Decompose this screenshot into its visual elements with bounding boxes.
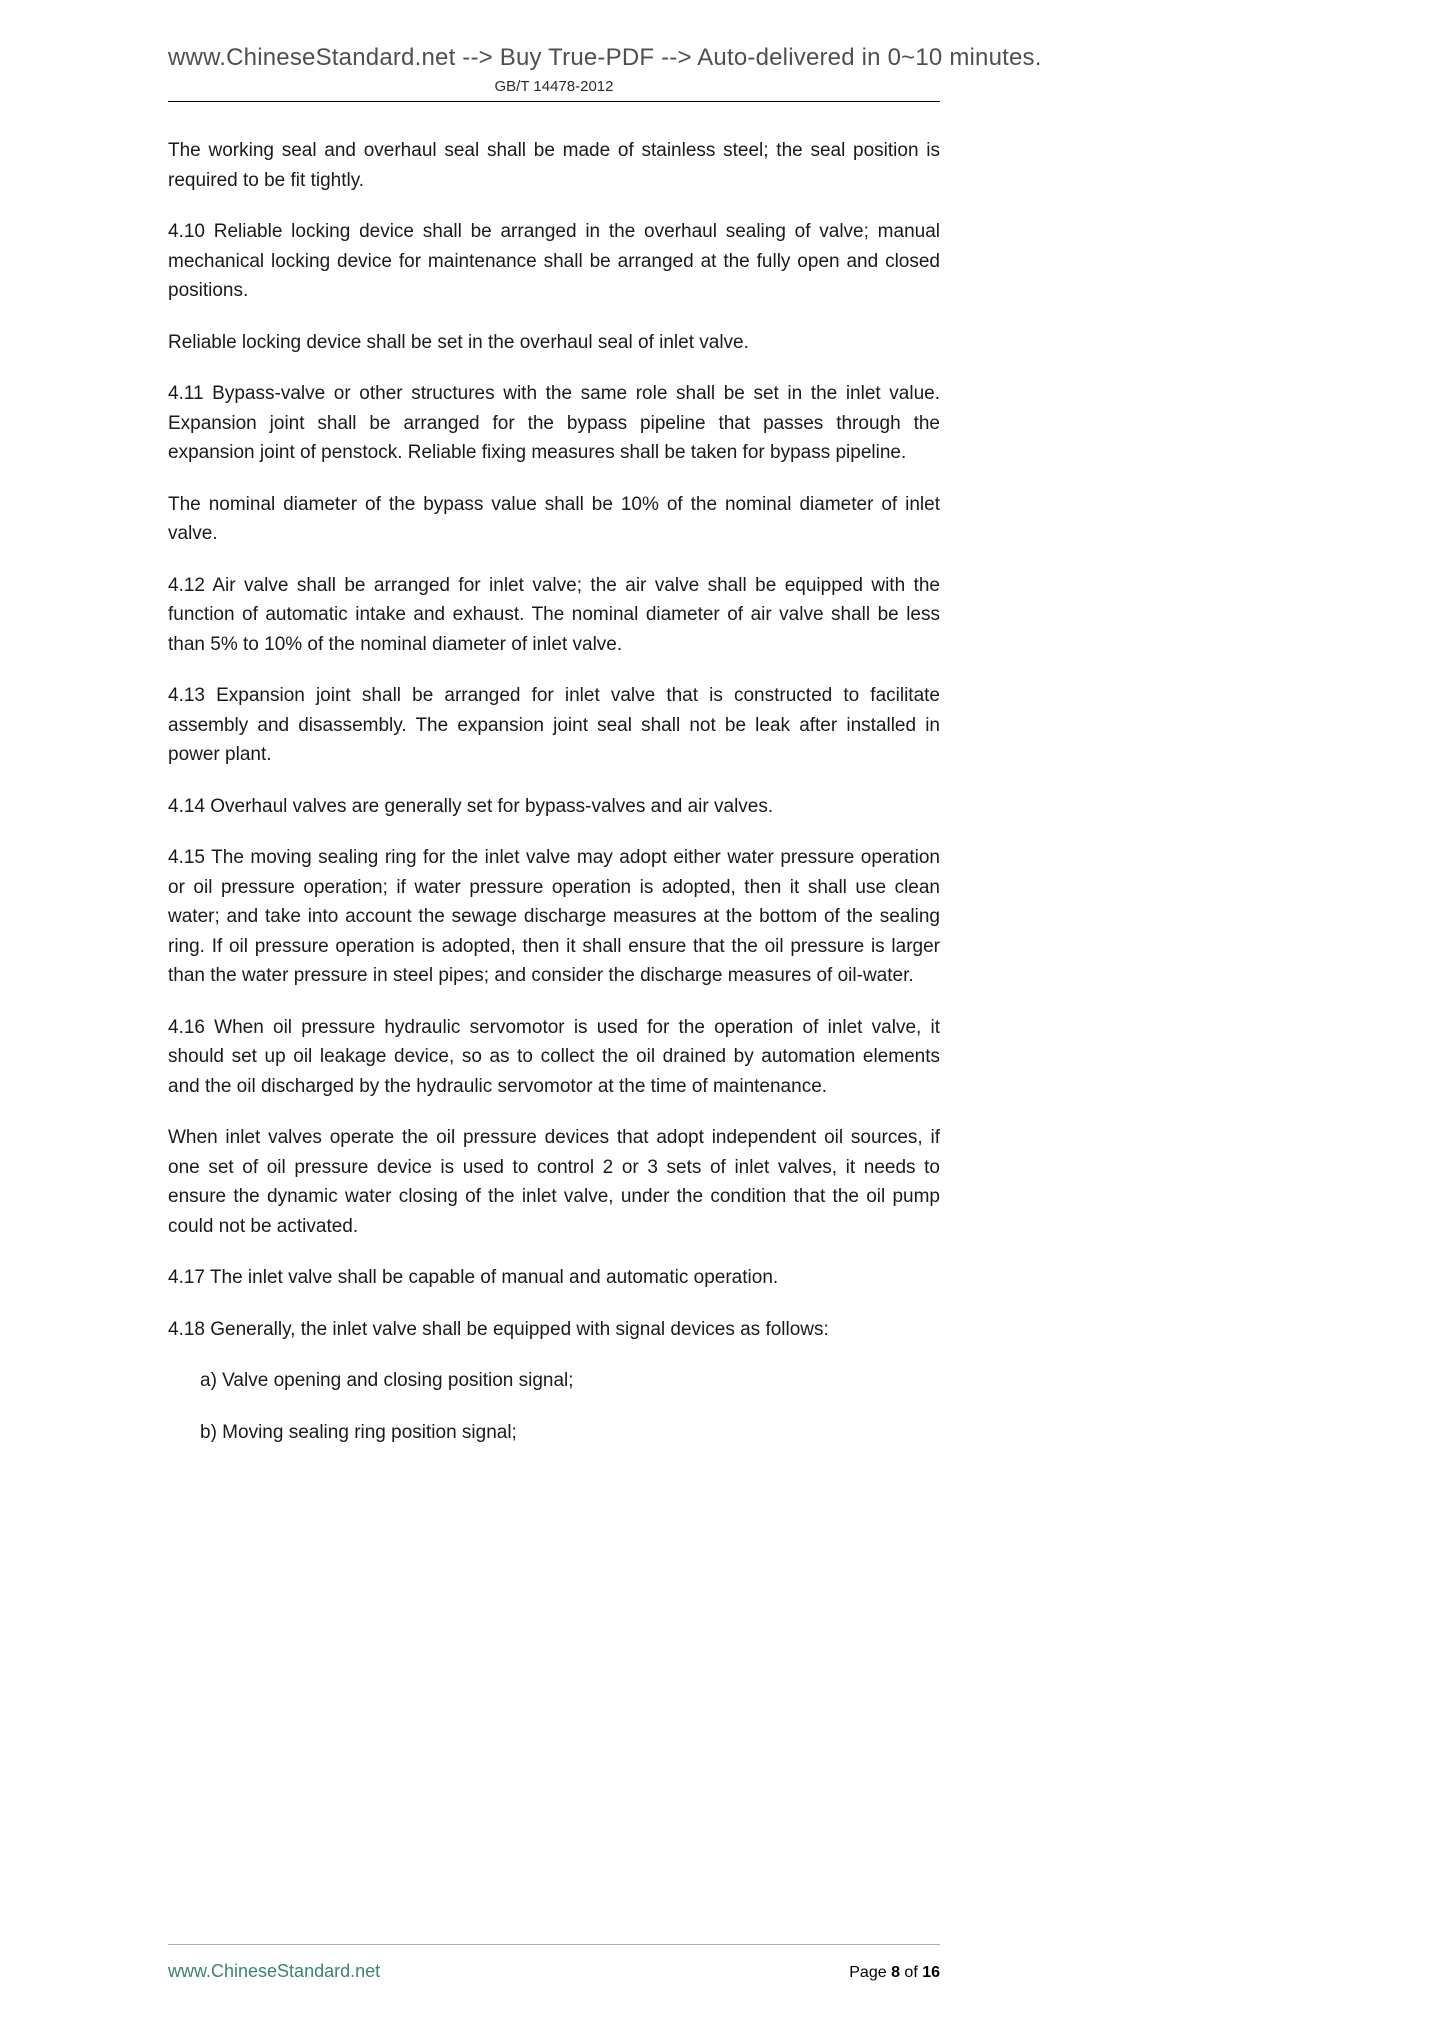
paragraph: 4.13 Expansion joint shall be arranged for inlet valve that is constructed to facilitate assembly and disassembly. The expansion joint seal shall not be leak after installed in power plant. [168,685,940,765]
document-number: GB/T 14478-2012 [494,78,614,95]
paragraph: 4.16 When oil pressure hydraulic servomotor is used for the operation of inlet valve, it should set up oil leakage device, so as to collect the oil drained by automation elements and the oil discharged by the hydraulic servomotor at the time of maintenance. [168,1016,940,1097]
paragraph: 4.11 Bypass-valve or other structures with the same role shall be set in the inlet value. Expansion joint shall be arranged for the bypass pipeline that passes through the expansion joint of penstock. Reliable fixing measures shall be taken for bypass pipeline. [168,383,940,463]
paragraph: The working seal and overhaul seal shall be made of stainless steel; the seal position is required to be fit tightly. [168,140,940,191]
paragraph: 4.14 Overhaul valves are generally set for bypass-valves and air valves. [168,795,774,817]
list-item: b) Moving sealing ring position signal; [200,1421,517,1443]
page-content [168,44,1042,1469]
page-word: Page [849,1964,892,1981]
footer-site-link[interactable]: www.ChineseStandard.net [168,1961,381,1981]
paragraph: 4.17 The inlet valve shall be capable of manual and automatic operation. [168,1267,779,1288]
paragraph: When inlet valves operate the oil pressure devices that adopt independent oil sources, if one set of oil pressure device is used to control 2 or 3 sets of inlet valves, it needs to ensure the dynamic water closing of the inlet valve, under the condition that the oil pump could not be activated. [168,1127,940,1237]
paragraph: 4.15 The moving sealing ring for the inlet valve may adopt either water pressure operation or oil pressure operation; if water pressure operation is adopted, then it shall use clean water; and take into account the sewage discharge measures at the bottom of the sealing ring. If oil pressure operation is adopted, then it shall ensure that the oil pressure is larger than the water pressure in steel pipes; and consider the discharge measures of oil-water. [168,847,940,986]
page-footer [168,1944,940,1982]
paragraph: 4.18 Generally, the inlet valve shall be equipped with signal devices as follows: [168,1318,829,1340]
footer-divider [168,1944,940,1945]
paragraph: 4.10 Reliable locking device shall be arranged in the overhaul sealing of valve; manual mechanical locking device for maintenance shall be arranged at the fully open and closed positions. [168,221,940,301]
header-banner: www.ChineseStandard.net --> Buy True-PDF --> Auto-delivered in 0~10 minutes. [168,44,1042,71]
list-item: a) Valve opening and closing position signal; [200,1370,574,1391]
current-page-number: 8 [891,1964,900,1981]
header-divider [168,101,940,102]
paragraph: 4.12 Air valve shall be arranged for inlet valve; the air valve shall be equipped with the function of automatic intake and exhaust. The nominal diameter of air valve shall be less than 5% to 10% of the nominal diameter of inlet valve. [168,574,940,655]
total-page-number: 16 [922,1964,940,1981]
of-word: of [899,1964,923,1981]
page-indicator [849,1964,940,1982]
paragraph: The nominal diameter of the bypass value shall be 10% of the nominal diameter of inlet valve. [168,493,940,544]
paragraph: Reliable locking device shall be set in the overhaul seal of inlet valve. [168,331,749,353]
